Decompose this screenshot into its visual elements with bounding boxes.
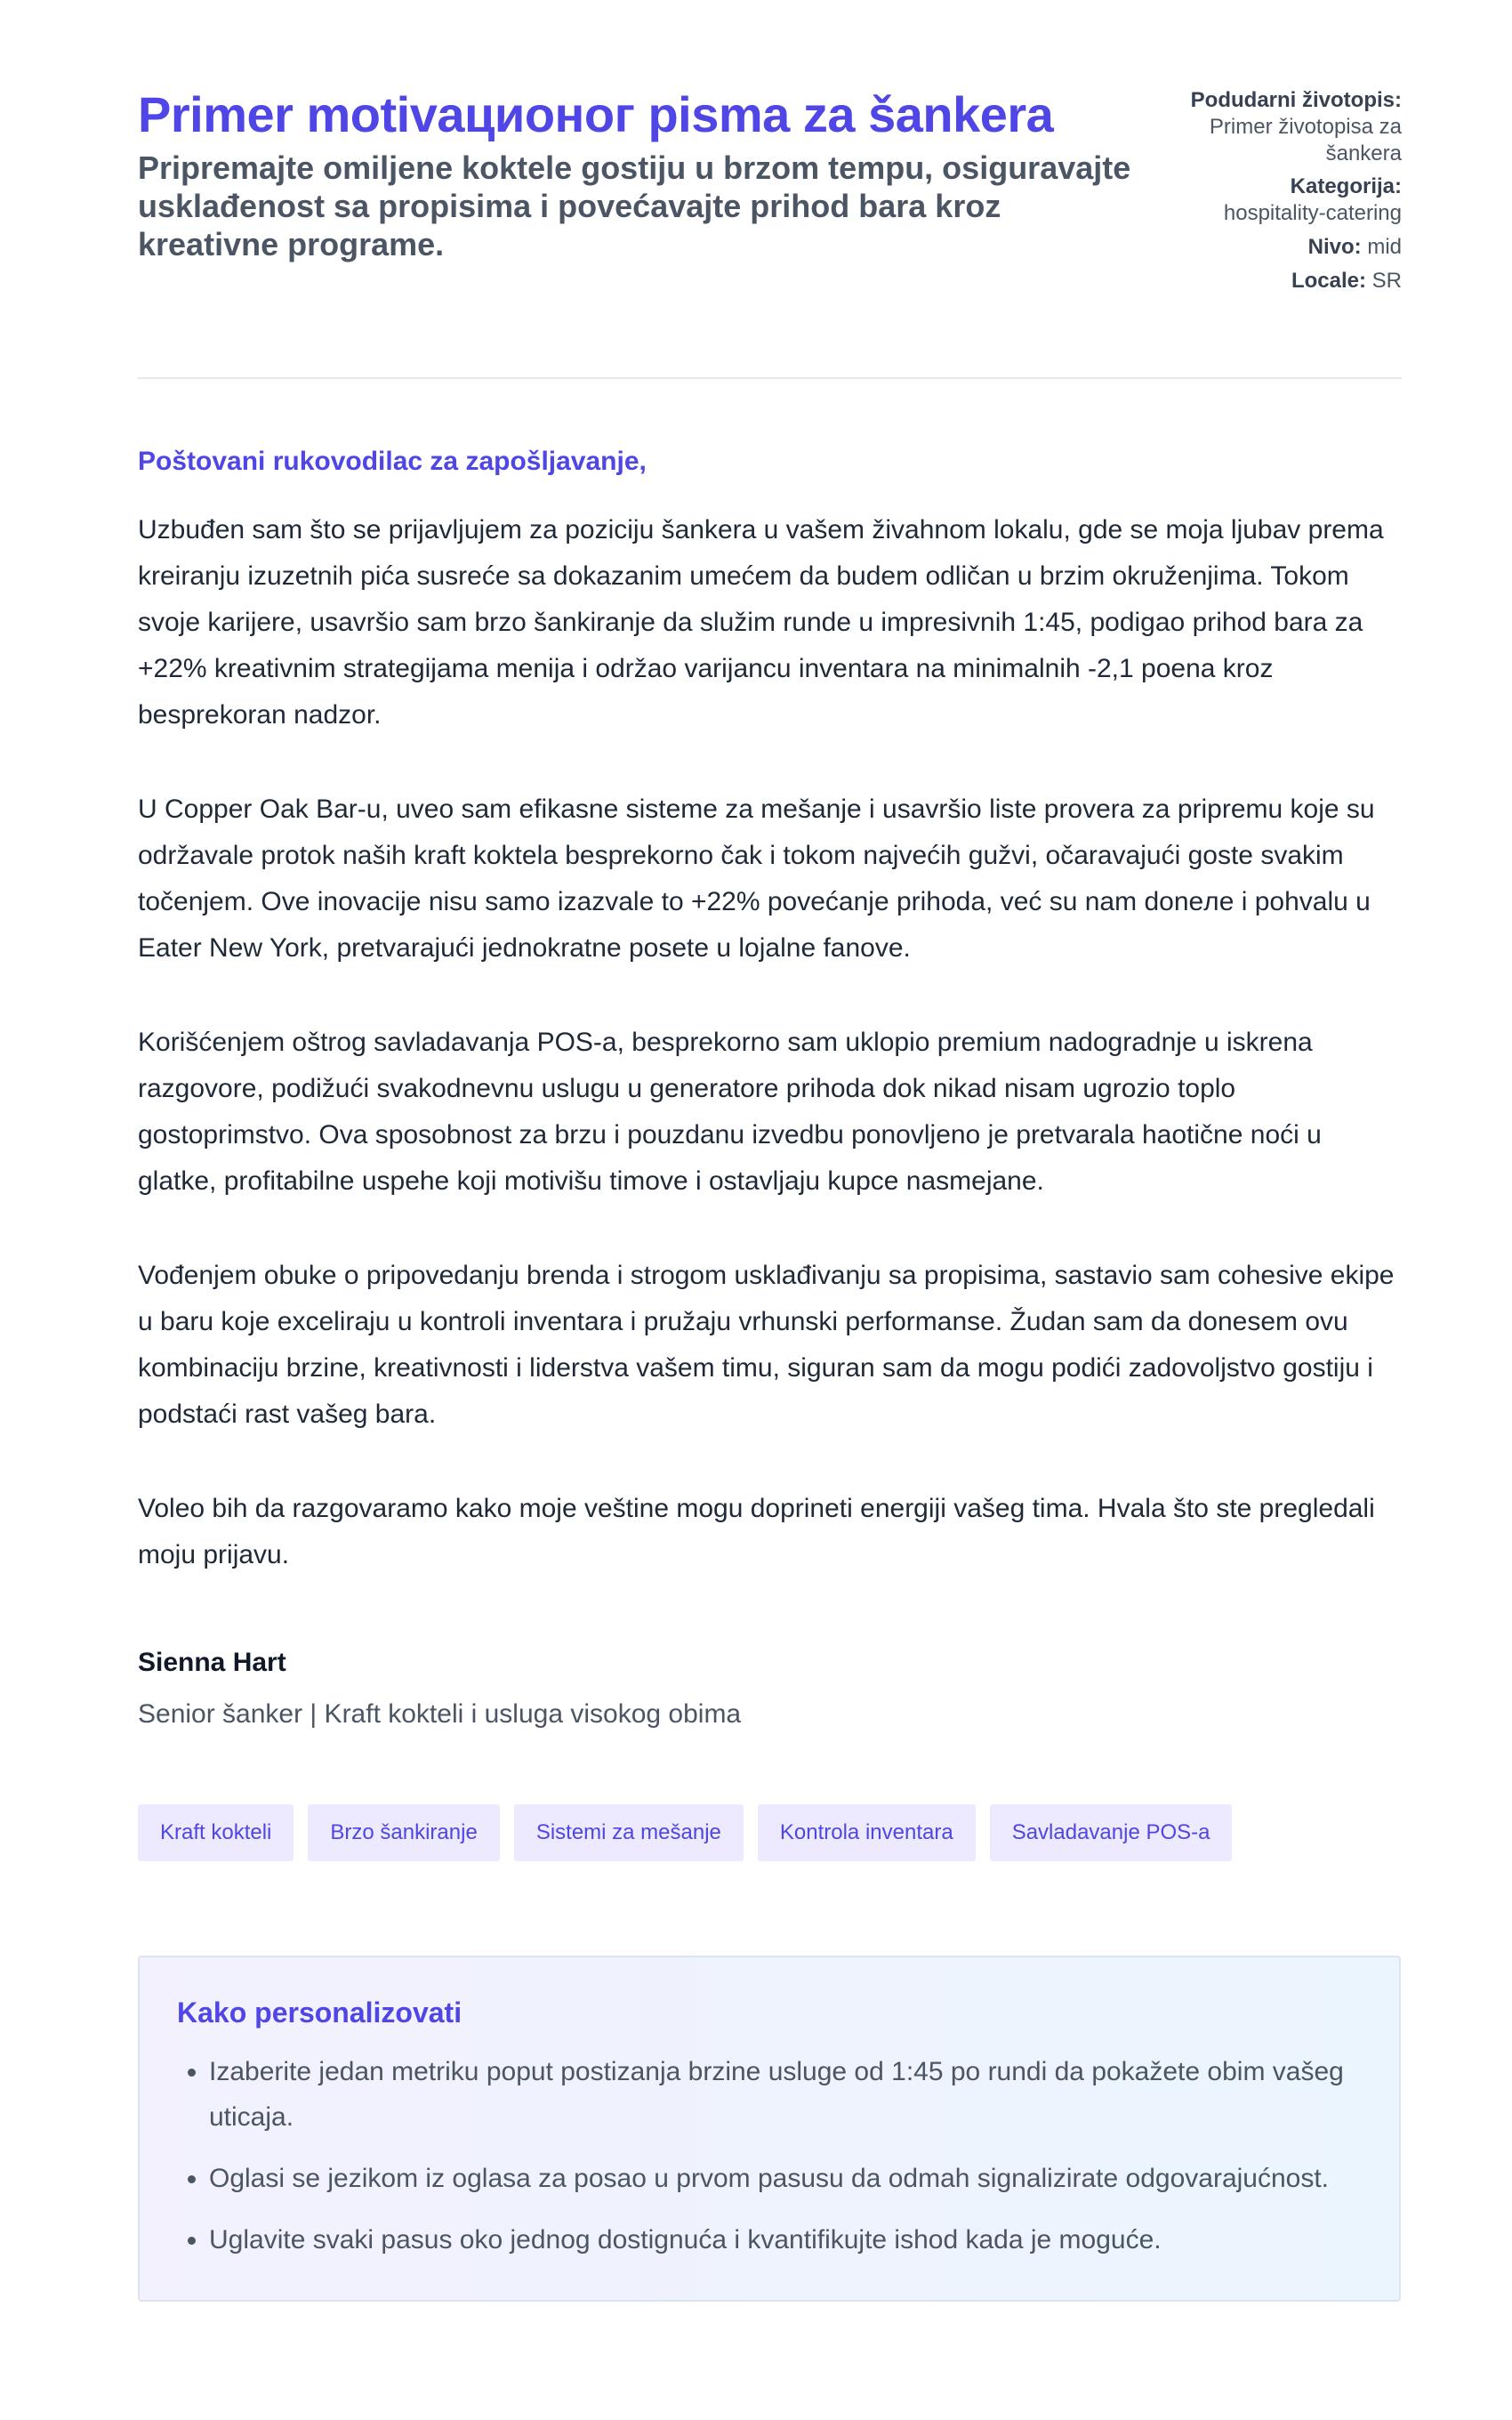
skill-tag: Kraft kokteli [138, 1804, 294, 1861]
meta-category [1135, 173, 1402, 227]
meta-resume-label: Podudarni životopis: [1190, 88, 1402, 112]
meta-locale [1135, 268, 1402, 294]
signature-name: Sienna Hart [138, 1648, 286, 1678]
letter-paragraph: Voleo bih da razgovaramo kako moje veštine mogu doprineti energiji vašeg tima. Hvala što ste pregledali moju prijavu. [138, 1494, 1375, 1570]
letter-paragraph: Korišćenjem oštrog savladavanja POS-a, besprekorno sam uklopio premium nadogradnje u iskrena razgovore, podižući svakodnevnu uslugu u generatore prihoda dok nikad nisam ugrozio toplo gostoprimstvo. Ova sposobnost za brzu i pouzdanu izvedbu ponovljeno je pretvarala haotične noći u glatke, profitabilne uspehe koji motivišu timove i ostavljaju kupce nasmejane. [138, 1028, 1322, 1197]
meta-category-value: hospitality-catering [1223, 201, 1402, 225]
meta-level [1135, 234, 1402, 261]
salutation: Poštovani rukovodilac za zapošljavanje, [138, 447, 647, 477]
tip-item: • Uglavite svaki pasus oko jednog dostignuća i kvantifikujte ishod kada je moguće. [209, 2217, 1362, 2263]
letter-paragraph: U Copper Oak Bar-u, uveo sam efikasne sisteme za mešanje i usavršio liste provera za pripremu koje su održavale protok naših kraft koktela besprekorno čak i tokom najvećih gužvi, očaravajući goste svakim točenjem. Ove inovacije nisu samo izazvale to +22% povećanje prihoda, već su nam doneле i pohvalu u Eater New York, pretvarajući jednokratne posete u lojalne fanove. [138, 795, 1375, 964]
skill-tag: Brzo šankiranje [308, 1804, 499, 1861]
meta-panel [1135, 87, 1402, 301]
page-title: Primer motivaционог pisma za šankera [138, 86, 1054, 142]
letter-body [138, 447, 1402, 1578]
page-header [138, 87, 1402, 379]
skill-tag: Sistemi za mešanje [514, 1804, 744, 1861]
tips-title: Kako personalizovati [177, 1996, 462, 2029]
personalization-tips-box [138, 1956, 1401, 2302]
meta-resume [1135, 87, 1402, 166]
tip-item: • Izaberite jedan metriku poput postizanja brzine usluge od 1:45 po rundi da pokažete obim vašeg uticaja. [209, 2049, 1362, 2140]
tip-item: • Oglasi se jezikom iz oglasa za posao u prvom pasusu da odmah signalizirate odgovarajućnost. [209, 2156, 1362, 2201]
skill-tag: Savladavanje POS-a [990, 1804, 1233, 1861]
meta-locale-label: Locale: [1291, 268, 1366, 293]
header-title-block [138, 87, 1134, 263]
skill-tag: Kontrola inventara [758, 1804, 976, 1861]
meta-category-label: Kategorija: [1290, 174, 1402, 199]
skill-tags [138, 1804, 1402, 1861]
signature-block [138, 1648, 1402, 1730]
signature-title: Senior šanker | Kraft kokteli i usluga visokog obima [138, 1699, 742, 1730]
meta-resume-value: Primer životopisa za šankera [1209, 114, 1402, 165]
meta-locale-value: SR [1371, 268, 1402, 293]
meta-level-label: Nivo: [1307, 234, 1362, 259]
letter-paragraph: Vođenjem obuke o pripovedanju brenda i strogom usklađivanju sa propisima, sastavio sam cohesive ekipe u baru koje exceliraju u kontroli inventara i pružaju vrhunski performanse. Žudan sam da donesem ovu kombinaciju brzine, kreativnosti i liderstva vašem timu, siguran sam da mogu podići zadovoljstvo gostiju i podstaći rast vašeg bara. [138, 1261, 1395, 1430]
letter-paragraph: Uzbuđen sam što se prijavljujem za poziciju šankera u vašem živahnom lokalu, gde se moja ljubav prema kreiranju izuzetnih pića susreće sa dokazanim umećem da budem odličan u brzim okruženjima. Tokom svoje karijere, usavršio sam brzo šankiranje da služim runde u impresivnih 1:45, podigao prihod bara za +22% kreativnim strategijama menija i održao varijancu inventara na minimalnih -2,1 poena kroz besprekoran nadzor. [138, 515, 1384, 730]
meta-level-value: mid [1367, 234, 1402, 259]
tips-list [177, 2049, 1362, 2263]
page-subtitle: Pripremajte omiljene koktele gostiju u brzom tempu, osiguravajte usklađenost sa propisima i povećavajte prihod bara kroz kreativne programe. [138, 149, 1131, 263]
